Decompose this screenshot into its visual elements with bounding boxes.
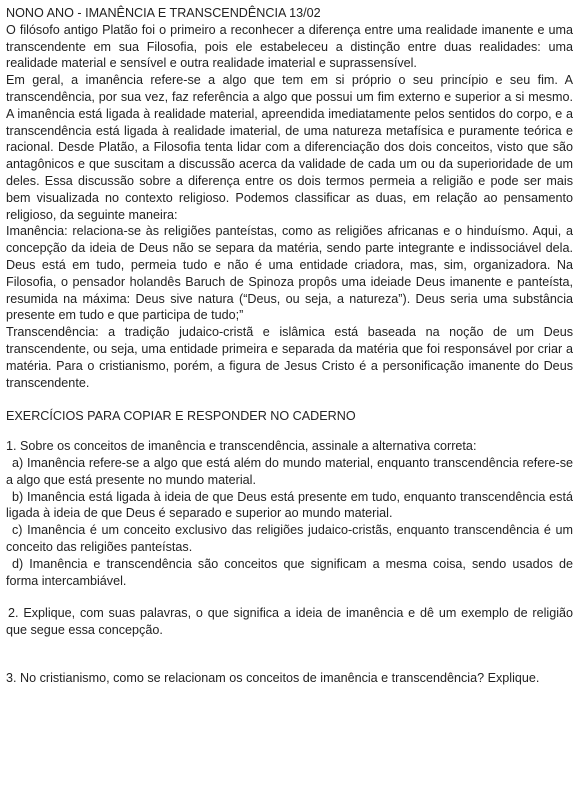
question-3: 3. No cristianismo, como se relacionam os conceitos de imanência e transcendência? Explique. <box>6 670 540 685</box>
paragraph-transcendencia: Transcendência: a tradição judaico-cristã e islâmica está baseada na noção de um Deus transcendente, ou seja, uma entidade primeira e separada da matéria que foi responsável por criar a matéria. Para o cristianismo, porém, a figura de Jesus Cristo é a personificação imanente do Deus transcendente. <box>6 325 573 390</box>
document-page <box>6 5 573 687</box>
page-title: NONO ANO - IMANÊNCIA E TRANSCENDÊNCIA 13/02 <box>6 6 321 20</box>
question-1-option-c: c) Imanência é um conceito exclusivo das religiões judaico-cristãs, enquanto transcendência é um conceito das religiões panteístas. <box>6 523 573 554</box>
question-1-option-a: a) Imanência refere-se a algo que está além do mundo material, enquanto transcendência refere-se a algo que está presente no mundo material. <box>6 455 573 487</box>
question-1-option-b: b) Imanência está ligada à ideia de que Deus está presente em tudo, enquanto transcendência está ligada à ideia de que Deus é separado e superior ao mundo material. <box>6 489 573 521</box>
paragraph-definitions: Em geral, a imanência refere-se a algo que tem em si próprio o seu princípio e seu fim. A transcendência, por sua vez, faz referência a algo que possui um fim externo e superior a si mesmo. A imanência está ligada à realidade material, apreendida imediatamente pelos sentidos do corpo, e a transcendência está ligada à realidade imaterial, de uma natureza metafísica e puramente teórica e racional. Desde Platão, a Filosofia tenta lidar com a diferenciação dos dois conceitos, visto que são antagônicos e que suscitam a discussão acerca da validade de cada um ou da superioridade de um deles. Essa discussão sobre a diferença entre os dois termos permeia a religião e pode ser mais bem visualizada no contexto religioso. Podemos classificar as duas, em relação ao pensamento religioso, da seguinte maneira: <box>6 73 573 222</box>
question-1-text: 1. Sobre os conceitos de imanência e transcendência, assinale a alternativa correta: <box>6 439 477 454</box>
question-2: 2. Explique, com suas palavras, o que significa a ideia de imanência e dê um exemplo de religião que segue essa concepção. <box>6 606 573 638</box>
paragraph-imanencia: Imanência: relaciona-se às religiões panteístas, como as religiões africanas e o hinduísmo. Aqui, a concepção da ideia de Deus não se separa da matéria, sendo parte integrante e indissociável dela. Deus está em tudo, permeia tudo e não é uma entidade criadora, mas, sim, organizadora. Na Filosofia, o pensador holandês Baruch de Spinoza propôs uma ideiade Deus imanente e panteísta, resumida na máxima: Deus sive natura (“Deus, ou seja, a natureza”). Deus seria uma substância presente em tudo e que participa de tudo;” <box>6 224 573 323</box>
exercises-heading: EXERCÍCIOS PARA COPIAR E RESPONDER NO CADERNO <box>6 409 356 424</box>
paragraph-platao: O filósofo antigo Platão foi o primeiro a reconhecer a diferença entre uma realidade imanente e uma transcendente em sua Filosofia, pois ele estabeleceu a distinção entre duas realidades: uma realidade material e sensível e outra realidade imaterial e suprassensível. <box>6 22 573 71</box>
question-1-option-d: d) Imanência e transcendência são conceitos que significam a mesma coisa, sendo usados de forma intercambiável. <box>6 556 573 588</box>
question-1 <box>6 438 573 589</box>
